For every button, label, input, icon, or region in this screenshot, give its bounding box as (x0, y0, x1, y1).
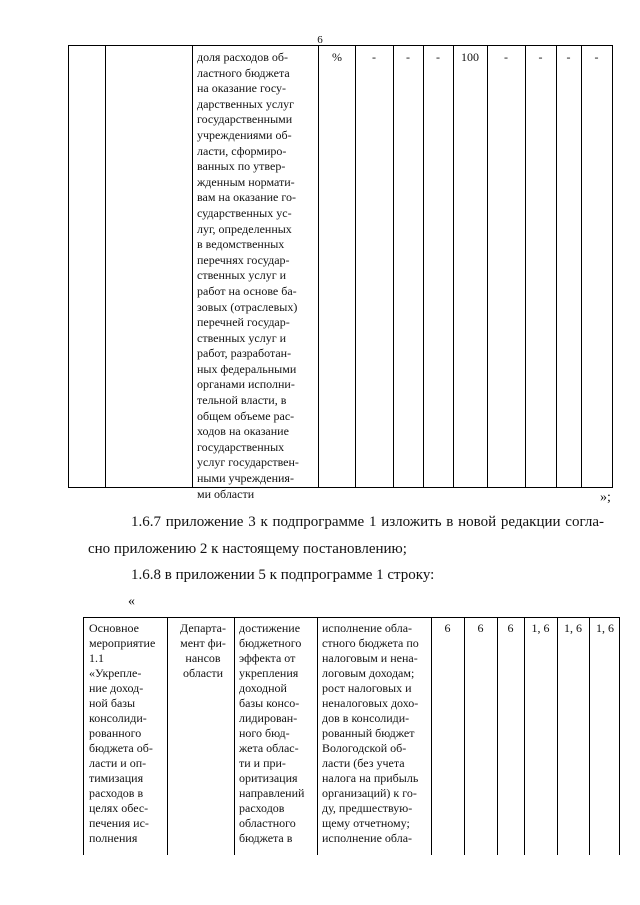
cell-line: исполнение обла- (322, 831, 413, 845)
table-2-divider (317, 618, 318, 855)
cell-line: рост налоговых и (322, 681, 412, 695)
cell-line: жета облас- (239, 741, 299, 755)
cell-line: достижение (239, 621, 301, 635)
cell-line: направлений (239, 786, 305, 800)
cell-line: эффекта от (239, 651, 296, 665)
table-2-divider (524, 618, 525, 855)
description-line: в ведомственных (197, 237, 285, 252)
cell-line: налога на прибыль (322, 771, 419, 785)
cell-line: неналоговых дохо- (322, 696, 419, 710)
value-cell: - (504, 50, 508, 64)
description-line: работ, разработан- (197, 346, 292, 361)
cell-line: 1.1 (89, 651, 104, 665)
activity-name-cell (89, 621, 165, 846)
description-line: учреждениями об- (197, 127, 292, 142)
cell-line: доходной (239, 681, 287, 695)
value-cell: 6 (507, 621, 514, 635)
table-1-divider (105, 46, 106, 487)
table-2-divider (167, 618, 168, 855)
description-line: вам на оказание го- (197, 190, 297, 205)
value-cell: 1, 6 (564, 621, 582, 635)
cell-line: Вологодской об- (322, 741, 407, 755)
table-1-divider (355, 46, 356, 487)
cell-line: стного бюджета по (322, 636, 419, 650)
table-1 (68, 45, 613, 501)
value-cell: - (372, 50, 376, 64)
description-line: дарственных услуг (197, 96, 295, 111)
description-line: работ на основе ба- (197, 283, 297, 298)
description-line: государственных (197, 439, 285, 454)
table-1-divider (318, 46, 319, 487)
cell-line: базы консо- (239, 696, 300, 710)
cell-line: мероприятие (89, 636, 156, 650)
description-line: на оказание госу- (197, 81, 287, 96)
description-line: тельной власти, в (197, 393, 287, 408)
table-1-divider (393, 46, 394, 487)
unit-cell: % (332, 50, 342, 64)
cell-line: расходов (239, 801, 285, 815)
value-cell: - (594, 50, 599, 64)
cell-line: «Укрепле- (89, 666, 142, 680)
cell-line: нансов (185, 651, 221, 665)
cell-line: рованного (89, 726, 142, 740)
table-1-divider (581, 46, 582, 487)
cell-line: ной базы (89, 696, 136, 710)
table-1-divider (192, 46, 193, 487)
indicator-description (197, 50, 315, 502)
cell-line: дов в консолиди- (322, 711, 410, 725)
table-1-divider (423, 46, 424, 487)
cell-line: расходов в (89, 786, 144, 800)
description-line: ванных по утвер- (197, 159, 286, 174)
table-2-divider (589, 618, 590, 855)
value-cell: - (436, 50, 440, 64)
opening-quote: « (128, 594, 135, 609)
indicator-cell (322, 621, 430, 846)
table-2-divider (431, 618, 432, 855)
cell-line: ласти и оп- (89, 756, 147, 770)
description-line: жденным нормати- (197, 174, 295, 189)
description-line: ласти, сформиро- (197, 143, 287, 158)
cell-line: области (182, 666, 224, 680)
cell-line: печения ис- (89, 816, 149, 830)
cell-line: консолиди- (89, 711, 147, 725)
cell-line: бюджетного (239, 636, 302, 650)
description-line: услуг государствен- (197, 455, 299, 470)
cell-line: ти и при- (239, 756, 286, 770)
closing-quote: »; (600, 490, 611, 505)
value-cell: 6 (444, 621, 451, 635)
cell-line: исполнение обла- (322, 621, 413, 635)
description-line: перечней государ- (197, 315, 290, 330)
description-line: доля расходов об- (197, 50, 289, 64)
responsible-cell (173, 621, 233, 681)
cell-line: ду, предшествую- (322, 801, 413, 815)
cell-line: бюджета в (239, 831, 293, 845)
cell-line: тимизация (89, 771, 144, 785)
paragraph-1-6-7-continued: сно приложению 2 к настоящему постановлению; (88, 541, 407, 557)
table-2 (83, 617, 620, 855)
cell-line: Департа- (180, 621, 226, 635)
description-line: сударственных ус- (197, 205, 292, 220)
cell-line: лидирован- (239, 711, 298, 725)
table-1-divider (525, 46, 526, 487)
cell-line: логовым доходам; (322, 666, 415, 680)
cell-line: ласти (без учета (322, 756, 405, 770)
cell-line: организаций) к го- (322, 786, 417, 800)
description-line: зовых (отраслевых) (197, 299, 298, 314)
table-1-divider (453, 46, 454, 487)
cell-line: ного бюд- (239, 726, 290, 740)
table-2-divider (464, 618, 465, 855)
paragraph-1-6-7: 1.6.7 приложение 3 к подпрограмме 1 изложить в новой редакции согла- (131, 514, 604, 530)
table-1-divider (487, 46, 488, 487)
description-line: перечнях государ- (197, 252, 290, 267)
paragraph-1-6-8: 1.6.8 в приложении 5 к подпрограмме 1 строку: (131, 567, 435, 583)
description-line: ственных услуг и (197, 268, 287, 283)
description-line: ми области (197, 486, 255, 501)
description-line: ластного бюджета (197, 65, 290, 80)
cell-line: целях обес- (89, 801, 149, 815)
cell-line: ние доход- (89, 681, 144, 695)
cell-line: бюджета об- (89, 741, 153, 755)
cell-line: полнения (89, 831, 138, 845)
description-line: ных федеральными (197, 361, 297, 376)
value-cell: 6 (477, 621, 484, 635)
description-line: луг, определенных (197, 221, 292, 236)
description-line: общем объеме рас- (197, 408, 295, 423)
cell-line: Основное (89, 621, 139, 635)
cell-line: рованный бюджет (322, 726, 415, 740)
cell-line: оритизация (239, 771, 298, 785)
value-cell: - (566, 50, 571, 64)
value-cell: - (538, 50, 543, 64)
value-cell: 1, 6 (531, 621, 550, 635)
description-line: государственными (197, 112, 293, 127)
cell-line: налоговым и нена- (322, 651, 418, 665)
value-cell: - (406, 50, 410, 64)
cell-line: областного (239, 816, 296, 830)
table-2-divider (234, 618, 235, 855)
description-line: ходов на оказание (197, 424, 289, 439)
page-number: 6 (317, 34, 323, 46)
value-cell: 100 (461, 50, 479, 64)
cell-line: щему отчетному; (322, 816, 410, 830)
table-2-divider (497, 618, 498, 855)
value-cell: 1, 6 (596, 621, 614, 635)
description-line: ственных услуг и (197, 330, 287, 345)
cell-line: укрепления (239, 666, 299, 680)
description-line: ными учреждения- (197, 471, 294, 486)
description-line: органами исполни- (197, 377, 295, 392)
cell-line: мент фи- (180, 636, 226, 650)
table-2-divider (557, 618, 558, 855)
expected-result-cell (239, 621, 315, 846)
table-1-divider (556, 46, 557, 487)
